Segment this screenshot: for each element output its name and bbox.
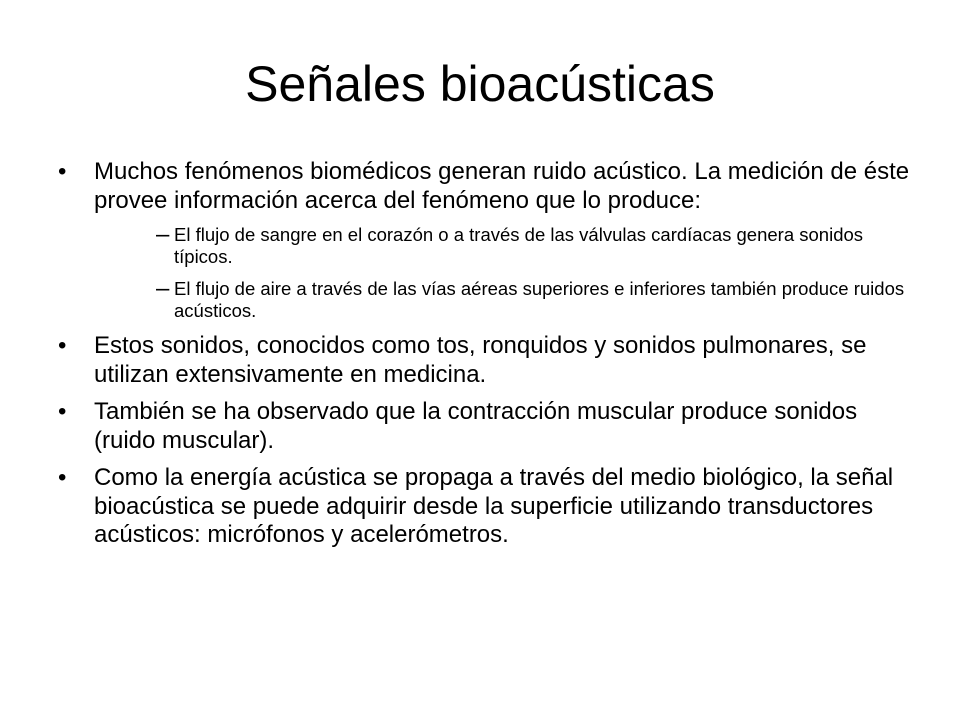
bullet-marker: • (58, 158, 67, 185)
bullet-marker: • (58, 332, 67, 359)
bullet-text: Estos sonidos, conocidos como tos, ronquidos y sonidos pulmonares, se utilizan extensivamente en medicina. (94, 332, 867, 388)
bullet-text: También se ha observado que la contracción muscular produce sonidos (ruido muscular). (94, 398, 858, 454)
bullet-item-1 (58, 158, 918, 322)
bullet-text: Muchos fenómenos biomédicos generan ruido acústico. La medición de éste provee información acerca del fenómeno que lo produce: (94, 158, 910, 214)
sub-bullet-text: El flujo de aire a través de las vías aéreas superiores e inferiores también produce ruidos acústicos. (174, 278, 905, 321)
sub-bullet-item-2 (94, 275, 918, 322)
bullet-item-2 (58, 332, 918, 389)
bullet-marker: • (58, 398, 67, 425)
bullet-list (58, 158, 918, 559)
sub-bullet-list (94, 221, 918, 322)
bullet-item-3 (58, 398, 918, 455)
dash-marker: – (156, 221, 170, 248)
sub-bullet-item-1 (94, 221, 918, 268)
bullet-marker: • (58, 464, 67, 491)
slide-title: Señales bioacústicas (245, 56, 715, 112)
bullet-text: Como la energía acústica se propaga a través del medio biológico, la señal bioacústica se puede adquirir desde la superficie utilizando transductores acústicos: micrófonos y acelerómetros. (94, 464, 894, 548)
dash-marker: – (156, 275, 170, 302)
sub-bullet-text: El flujo de sangre en el corazón o a través de las válvulas cardíacas genera sonidos típicos. (174, 224, 864, 267)
bullet-item-4 (58, 464, 918, 550)
